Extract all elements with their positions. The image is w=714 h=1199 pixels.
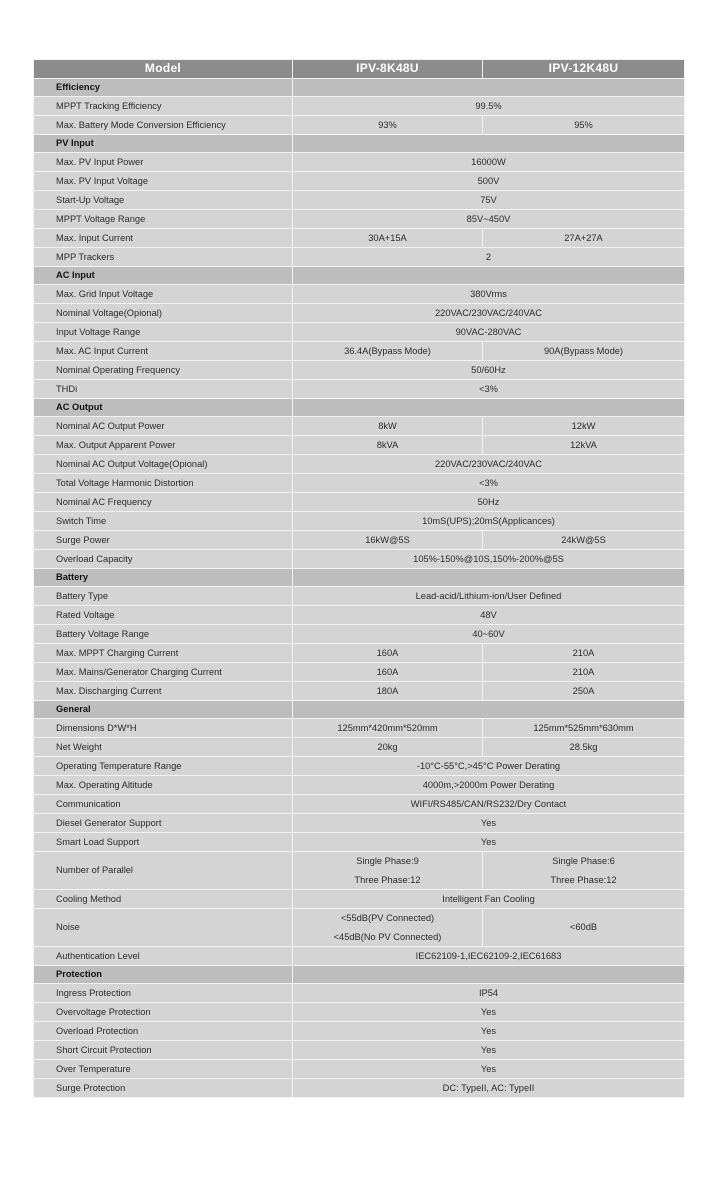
spec-value: 90A(Bypass Mode): [483, 342, 685, 361]
spec-value-line: Single Phase:6: [552, 855, 615, 866]
spec-value: 125mm*420mm*520mm: [293, 719, 483, 738]
section-title: AC Output: [34, 399, 293, 417]
spec-value: 20kg: [293, 738, 483, 757]
spec-label: Input Voltage Range: [34, 323, 293, 342]
section-pv-input: [34, 135, 685, 153]
spec-row: [34, 304, 685, 323]
spec-label: Surge Power: [34, 531, 293, 550]
spec-label: Overload Capacity: [34, 550, 293, 569]
spec-label: Max. Discharging Current: [34, 682, 293, 701]
spec-value: 125mm*525mm*630mm: [483, 719, 685, 738]
spec-row: [34, 1041, 685, 1060]
spec-row: [34, 1022, 685, 1041]
spec-label: Net Weight: [34, 738, 293, 757]
spec-row: [34, 1079, 685, 1098]
spec-value: 85V~450V: [293, 210, 685, 229]
spec-row: [34, 1003, 685, 1022]
section-protection: [34, 966, 685, 984]
spec-row: [34, 795, 685, 814]
spec-label: Rated Voltage: [34, 606, 293, 625]
spec-row: [34, 719, 685, 738]
spec-value: Intelligent Fan Cooling: [293, 890, 685, 909]
spec-value: 12kW: [483, 417, 685, 436]
spec-label: Over Temperature: [34, 1060, 293, 1079]
spec-value: 8kVA: [293, 436, 483, 455]
spec-row: [34, 644, 685, 663]
spec-row: [34, 984, 685, 1003]
spec-label: Surge Protection: [34, 1079, 293, 1098]
spec-label: Nominal AC Output Voltage(Opional): [34, 455, 293, 474]
spec-row: [34, 550, 685, 569]
spec-value: Yes: [293, 1003, 685, 1022]
spec-value: 24kW@5S: [483, 531, 685, 550]
spec-row: [34, 248, 685, 267]
spec-row: [34, 97, 685, 116]
spec-label: Ingress Protection: [34, 984, 293, 1003]
spec-row: [34, 587, 685, 606]
spec-value: 99.5%: [293, 97, 685, 116]
spec-value: 380Vrms: [293, 285, 685, 304]
spec-row: [34, 323, 685, 342]
spec-value-line: Single Phase:9: [356, 855, 419, 866]
spec-value: 220VAC/230VAC/240VAC: [293, 304, 685, 323]
spec-row: [34, 380, 685, 399]
spec-value-line: <55dB(PV Connected): [340, 912, 435, 923]
spec-row: [34, 361, 685, 380]
spec-value: 160A: [293, 663, 483, 682]
spec-value: 48V: [293, 606, 685, 625]
section-ac-input: [34, 267, 685, 285]
spec-row: [34, 512, 685, 531]
spec-row: [34, 852, 685, 890]
spec-value: Yes: [293, 1060, 685, 1079]
spec-row: [34, 833, 685, 852]
spec-value: 16000W: [293, 153, 685, 172]
spec-row: [34, 191, 685, 210]
section-fill: [293, 135, 685, 153]
spec-label: Nominal Operating Frequency: [34, 361, 293, 380]
spec-label: Battery Type: [34, 587, 293, 606]
spec-value: 105%-150%@10S,150%-200%@5S: [293, 550, 685, 569]
spec-row: [34, 455, 685, 474]
spec-value: 93%: [293, 116, 483, 135]
spec-label: Overload Protection: [34, 1022, 293, 1041]
spec-label: Authentication Level: [34, 947, 293, 966]
spec-value: [293, 852, 483, 890]
spec-row: [34, 1060, 685, 1079]
spec-label: Max. MPPT Charging Current: [34, 644, 293, 663]
spec-row: [34, 814, 685, 833]
section-fill: [293, 79, 685, 97]
spec-label: Max. PV Input Voltage: [34, 172, 293, 191]
spec-row: [34, 116, 685, 135]
spec-label: Nominal AC Frequency: [34, 493, 293, 512]
spec-row: [34, 890, 685, 909]
spec-row: [34, 285, 685, 304]
spec-row: [34, 493, 685, 512]
spec-label: Max. Output Apparent Power: [34, 436, 293, 455]
spec-value: 180A: [293, 682, 483, 701]
spec-label: Max. Grid Input Voltage: [34, 285, 293, 304]
spec-value: 36.4A(Bypass Mode): [293, 342, 483, 361]
spec-row: [34, 474, 685, 493]
section-ac-output: [34, 399, 685, 417]
spec-value: [293, 909, 483, 947]
spec-row: [34, 172, 685, 191]
spec-label: Max. Input Current: [34, 229, 293, 248]
spec-value: 8kW: [293, 417, 483, 436]
section-fill: [293, 569, 685, 587]
spec-label: Dimensions D*W*H: [34, 719, 293, 738]
spec-value: 28.5kg: [483, 738, 685, 757]
spec-value: [483, 852, 685, 890]
spec-value: Yes: [293, 1022, 685, 1041]
spec-value-line: Three Phase:12: [354, 875, 421, 885]
spec-value: <3%: [293, 380, 685, 399]
spec-value: 30A+15A: [293, 229, 483, 248]
spec-value: 220VAC/230VAC/240VAC: [293, 455, 685, 474]
spec-label: THDi: [34, 380, 293, 399]
spec-value: DC: TypeII, AC: TypeII: [293, 1079, 685, 1098]
spec-label: MPP Trackers: [34, 248, 293, 267]
spec-value: 500V: [293, 172, 685, 191]
spec-row: [34, 625, 685, 644]
spec-row: [34, 776, 685, 795]
section-fill: [293, 701, 685, 719]
spec-value: 4000m,>2000m Power Derating: [293, 776, 685, 795]
section-title: PV Input: [34, 135, 293, 153]
spec-label: Start-Up Voltage: [34, 191, 293, 210]
spec-row: [34, 606, 685, 625]
spec-label: Operating Temperature Range: [34, 757, 293, 776]
spec-value: 210A: [483, 644, 685, 663]
spec-row: [34, 229, 685, 248]
section-title: Efficiency: [34, 79, 293, 97]
spec-label: Nominal AC Output Power: [34, 417, 293, 436]
spec-row: [34, 947, 685, 966]
spec-label: Max. PV Input Power: [34, 153, 293, 172]
spec-label: Battery Voltage Range: [34, 625, 293, 644]
spec-label: Noise: [34, 909, 293, 947]
spec-value: <60dB: [483, 909, 685, 947]
spec-body: [34, 79, 685, 1098]
spec-value: 75V: [293, 191, 685, 210]
spec-label: Switch Time: [34, 512, 293, 531]
section-title: General: [34, 701, 293, 719]
spec-label: Total Voltage Harmonic Distortion: [34, 474, 293, 493]
spec-label: Max. Battery Mode Conversion Efficiency: [34, 116, 293, 135]
spec-row: [34, 436, 685, 455]
section-fill: [293, 966, 685, 984]
section-fill: [293, 267, 685, 285]
spec-value: 27A+27A: [483, 229, 685, 248]
spec-value: 40~60V: [293, 625, 685, 644]
spec-value: IP54: [293, 984, 685, 1003]
spec-label: Nominal Voltage(Opional): [34, 304, 293, 323]
spec-label: Max. Operating Altitude: [34, 776, 293, 795]
spec-value: 16kW@5S: [293, 531, 483, 550]
spec-value: -10°C-55°C,>45°C Power Derating: [293, 757, 685, 776]
spec-value: Yes: [293, 814, 685, 833]
spec-value: <3%: [293, 474, 685, 493]
spec-row: [34, 342, 685, 361]
spec-value: Lead-acid/Lithium-ion/User Defined: [293, 587, 685, 606]
spec-value: IEC62109-1,IEC62109-2,IEC61683: [293, 947, 685, 966]
spec-label: Overvoltage Protection: [34, 1003, 293, 1022]
section-fill: [293, 399, 685, 417]
spec-row: [34, 210, 685, 229]
section-title: Protection: [34, 966, 293, 984]
spec-row: [34, 909, 685, 947]
spec-label: Cooling Method: [34, 890, 293, 909]
spec-value: 160A: [293, 644, 483, 663]
section-general: [34, 701, 685, 719]
spec-value: 12kVA: [483, 436, 685, 455]
header-row: [34, 60, 685, 79]
spec-value-line: Three Phase:12: [550, 875, 617, 885]
spec-value: Yes: [293, 833, 685, 852]
spec-value: 210A: [483, 663, 685, 682]
spec-value: 10mS(UPS);20mS(Applicances): [293, 512, 685, 531]
spec-value: WIFI/RS485/CAN/RS232/Dry Contact: [293, 795, 685, 814]
spec-label: Smart Load Support: [34, 833, 293, 852]
spec-row: [34, 738, 685, 757]
spec-value-line: <45dB(No PV Connected): [333, 932, 442, 942]
spec-row: [34, 682, 685, 701]
spec-label: Max. AC Input Current: [34, 342, 293, 361]
spec-row: [34, 663, 685, 682]
spec-value: 95%: [483, 116, 685, 135]
model-name-1: IPV-8K48U: [293, 60, 483, 79]
spec-label: Max. Mains/Generator Charging Current: [34, 663, 293, 682]
spec-row: [34, 417, 685, 436]
spec-label: MPPT Tracking Efficiency: [34, 97, 293, 116]
spec-label: Diesel Generator Support: [34, 814, 293, 833]
spec-row: [34, 757, 685, 776]
model-name-2: IPV-12K48U: [483, 60, 685, 79]
section-title: Battery: [34, 569, 293, 587]
section-title: AC Input: [34, 267, 293, 285]
spec-value: Yes: [293, 1041, 685, 1060]
spec-value: 90VAC-280VAC: [293, 323, 685, 342]
spec-value: 250A: [483, 682, 685, 701]
spec-value: 50Hz: [293, 493, 685, 512]
spec-label: Communication: [34, 795, 293, 814]
section-efficiency: [34, 79, 685, 97]
spec-label: MPPT Voltage Range: [34, 210, 293, 229]
spec-row: [34, 153, 685, 172]
spec-table: [33, 59, 685, 1098]
section-battery: [34, 569, 685, 587]
spec-label: Number of Parallel: [34, 852, 293, 890]
spec-value: 50/60Hz: [293, 361, 685, 380]
spec-value: 2: [293, 248, 685, 267]
model-header: Model: [34, 60, 293, 79]
spec-label: Short Circuit Protection: [34, 1041, 293, 1060]
spec-row: [34, 531, 685, 550]
